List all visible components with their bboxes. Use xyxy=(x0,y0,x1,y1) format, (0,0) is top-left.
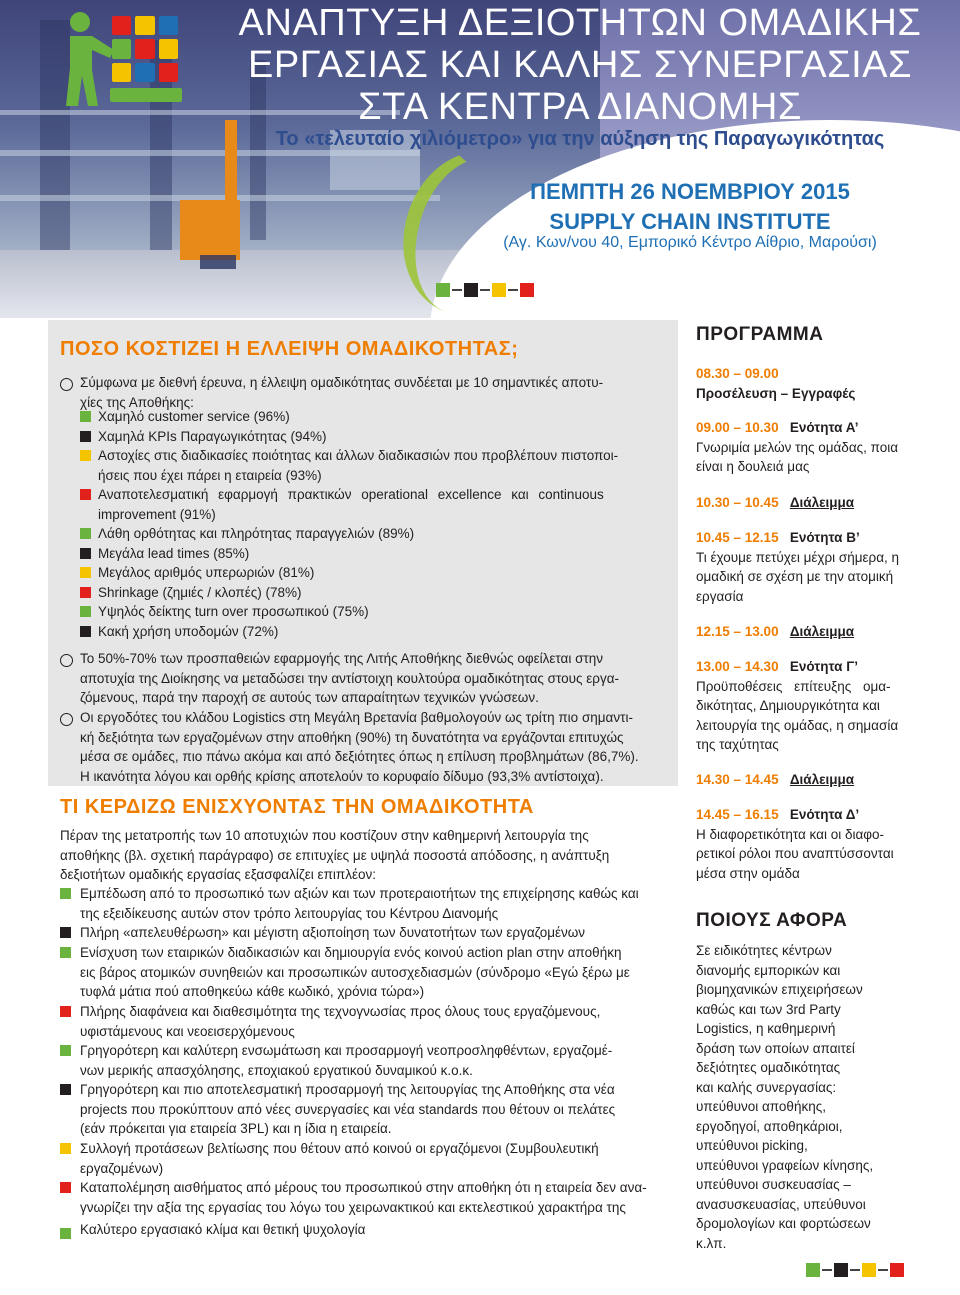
benefit-item: Καλύτερο εργασιακό κλίμα και θετική ψυχολογία xyxy=(80,1222,366,1237)
slot-line: Η διαφορετικότητα και οι διαφο- xyxy=(696,826,885,842)
program-heading: ΠΡΟΓΡΑΜΜΑ xyxy=(696,324,824,345)
slot-time: 14.45 – 16.15 xyxy=(696,807,779,822)
slot-time: 09.00 – 10.30 xyxy=(696,420,779,435)
audience-line: κ.λπ. xyxy=(696,1235,727,1251)
black-square-icon xyxy=(60,1084,71,1095)
slot-line: Γνωριμία μελών της ομάδας, ποια xyxy=(696,439,899,455)
slot-line: Τι έχουμε πετύχει μέχρι σήμερα, η xyxy=(696,549,900,565)
section2-intro xyxy=(60,826,660,885)
slot-label: Ενότητα Α’ xyxy=(789,420,859,435)
benefit-line: υφιστάμενους και νεοεισερχόμενους xyxy=(80,1023,295,1039)
failure-item: Shrinkage (ζημιές / κλοπές) (78%) xyxy=(98,585,302,600)
benefit-line: Γρηγορότερη και καλύτερη ενσωμάτωση και προσαρμογή νεοπροσληφθέντων, εργαζομέ- xyxy=(80,1043,613,1058)
slot-line: είναι η δουλειά μας xyxy=(696,459,810,474)
failure-item: Χαμηλό customer service (96%) xyxy=(98,409,290,424)
failure-item-line: Αναποτελεσματική εφαρμογή πρακτικών operational excellence και continuous xyxy=(98,487,604,502)
slot-label: Διάλειμμα xyxy=(789,495,855,510)
slot-line: λειτουργία της ομάδας, η σημασία xyxy=(696,717,899,733)
circle-bullet-icon xyxy=(60,654,73,667)
program-slot xyxy=(696,528,936,606)
benefit-line: εις βάρος ατομικών συνηθειών και προσωπικών αυτοσχεδιασμών (σύνδρομο «Εγώ ξέρω με xyxy=(80,964,630,980)
title-line: ΣΤΑ ΚΕΝΤΡΑ ΔΙΑΝΟΜΗΣ xyxy=(358,86,802,128)
audience-line: εργοδηγοί, αποθηκάριοι, xyxy=(696,1118,843,1134)
green-square-icon xyxy=(80,528,91,539)
audience-line: καθώς και των 3rd Party xyxy=(696,1001,841,1017)
failure-item-line: ήσεις που έχει πάρει η εταιρεία (93%) xyxy=(98,467,322,483)
slot-line: Προϋποθέσεις επίτευξης ομα- xyxy=(696,678,891,694)
failure-item xyxy=(98,446,660,485)
section2-heading: ΤΙ ΚΕΡΔΙΖΩ ΕΝΙΣΧΥΟΝΤΑΣ ΤΗΝ ΟΜΑΔΙΚΟΤΗΤΑ xyxy=(60,796,534,818)
benefit-line: Πλήρης διαφάνεια και διαθεσιμότητα της τεχνογνωσίας προς όλους τους εργαζόμενους, xyxy=(80,1004,601,1019)
failure-item xyxy=(98,485,660,524)
slot-time: 10.30 – 10.45 xyxy=(696,495,779,510)
benefit-item: Πλήρη «απελευθέρωση» και μέγιστη αξιοποίηση των δυνατοτήτων των εργαζομένων xyxy=(80,925,586,940)
program-slot xyxy=(696,622,936,642)
event-date xyxy=(490,177,890,237)
program-slot xyxy=(696,364,936,403)
audience-line: βιομηχανικών επιχειρήσεων xyxy=(696,982,863,997)
benefit-item xyxy=(80,1041,660,1080)
benefit-line: projects που προκύπτουν από νέες συνεργασίες και νέα standards που θέτουν οι πελάτες xyxy=(80,1101,616,1117)
paragraph-line: μέσα σε ομάδες, πιο πάνω ακόμα και από δεξιότητες όπως η επίλυση προβλημάτων (86,7%). xyxy=(80,749,639,764)
black-square-icon xyxy=(80,548,91,559)
benefit-line: τυφλά μάτια πού αποθηκεύω κάθε κωδικό, χρόνια τώρα») xyxy=(80,984,425,999)
black-square-icon xyxy=(80,431,91,442)
red-square-icon xyxy=(80,489,91,500)
slot-line: εργασία xyxy=(696,588,744,604)
audience-line: και καλής συνεργασίας: xyxy=(696,1079,837,1095)
benefit-line: Ενίσχυση των εταιρικών διαδικασιών και δημιουργία ενός κοινού action plan στην αποθήκη xyxy=(80,945,622,960)
green-square-icon xyxy=(60,1228,71,1239)
benefit-line: γνωρίζει την αξία της εργασίας του λόγω του χειρωνακτικού και εκτελεστικού χαρακτήρα της xyxy=(80,1199,626,1215)
program-slot xyxy=(696,770,936,790)
failure-item: Χαμηλά KPIs Παραγωγικότητας (94%) xyxy=(98,429,327,444)
green-square-icon xyxy=(60,1045,71,1056)
benefit-line: Εμπέδωση από το προσωπικό των αξιών και των προτεραιοτήτων της επιχείρησης καθώς και xyxy=(80,886,639,901)
green-square-icon xyxy=(80,411,91,422)
organizer-name: SUPPLY CHAIN INSTITUTE xyxy=(549,209,831,234)
benefit-item xyxy=(80,1178,660,1217)
slot-line: ομαδική σε σχέση με την ατομική xyxy=(696,569,894,584)
section1-heading: ΠΟΣΟ ΚΟΣΤΙΖΕΙ Η ΕΛΛΕΙΨΗ ΟΜΑΔΙΚΟΤΗΤΑΣ; xyxy=(60,338,519,360)
failure-item: Μεγάλα lead times (85%) xyxy=(98,546,250,561)
circle-bullet-icon xyxy=(60,378,73,391)
section1-intro-line: χίες της Αποθήκης: xyxy=(80,394,194,410)
title-line: ΕΡΓΑΣΙΑΣ ΚΑΙ ΚΑΛΗΣ ΣΥΝΕΡΓΑΣΙΑΣ xyxy=(248,44,912,86)
failure-item: Μεγάλος αριθμός υπερωριών (81%) xyxy=(98,565,315,580)
paragraph-line: κή δεξιότητα των εργαζομένων στην αποθήκη (90%) τη δυνατότητα να εργάζονται επιτυχώς xyxy=(80,729,624,745)
section1-intro-line: Σύμφωνα με διεθνή έρευνα, η έλλειψη ομαδικότητας συνδέεται με 10 σημαντικές αποτυ- xyxy=(80,375,604,390)
benefit-line: Καταπολέμηση αισθήματος από μέρους του προσωπικού στην αποθήκη ότι η εταιρεία δεν ανα- xyxy=(80,1180,647,1195)
benefit-line: Συλλογή προτάσεων βελτίωσης που θέτουν από κοινού οι εργαζόμενοι (Συμβουλευτική xyxy=(80,1141,599,1156)
paragraph-line: αποθήκης (βλ. σχετική παράγραφο) σε επιτυχίες με υψηλά ποσοστά απόδοσης, η ανάπτυξη xyxy=(60,847,610,863)
slot-line: μέσα στην ομάδα xyxy=(696,865,800,881)
footer-color-squares xyxy=(806,1263,904,1277)
logo-icon xyxy=(52,8,182,108)
audience-line: υπεύθυνοι picking, xyxy=(696,1138,808,1153)
program-slot xyxy=(696,493,936,513)
event-venue: (Αγ. Κων/νου 40, Εμπορικό Κέντρο Αίθριο, Μαρούσι) xyxy=(503,234,877,251)
benefit-item xyxy=(80,884,660,923)
black-square-icon xyxy=(60,927,71,938)
paragraph-line: Πέραν της μετατροπής των 10 αποτυχιών που κοστίζουν στην καθημερινή λειτουργία της xyxy=(60,828,589,843)
event-subtitle: Το «τελευταίο χιλιόμετρο» για την αύξηση της Παραγωγικότητας xyxy=(275,128,885,150)
slot-label: Ενότητα Δ’ xyxy=(789,807,860,822)
audience-line: υπεύθυνοι συσκευασίας – xyxy=(696,1177,851,1192)
uk-employers-paragraph xyxy=(80,708,662,786)
benefit-line: εργαζομένων) xyxy=(80,1160,164,1176)
audience-line: Logistics, η καθημερινή xyxy=(696,1021,836,1036)
slot-time: 13.00 – 14.30 xyxy=(696,659,779,674)
program-slot xyxy=(696,657,936,755)
slot-label: Διάλειμμα xyxy=(789,772,855,787)
benefit-line: νων μερικής απασχόλησης, εποχιακού εργατικού δυναμικού κ.ο.κ. xyxy=(80,1062,473,1078)
green-square-icon xyxy=(80,606,91,617)
yellow-square-icon xyxy=(80,567,91,578)
benefit-item xyxy=(80,1002,660,1041)
benefit-line: της εξειδίκευσης αυτών στον τρόπο λειτουργίας του Κέντρου Διανομής xyxy=(80,905,499,921)
benefit-item xyxy=(80,943,660,1002)
audience-line: Σε ειδικότητες κέντρων xyxy=(696,943,832,958)
circle-bullet-icon xyxy=(60,713,73,726)
red-square-icon xyxy=(80,587,91,598)
audience-line: διανομής εμπορικών και xyxy=(696,962,841,978)
slot-label: Ενότητα Γ’ xyxy=(789,659,859,674)
red-square-icon xyxy=(60,1182,71,1193)
audience-line: δράση των οποίων απαιτεί xyxy=(696,1040,855,1056)
paragraph-line: αποτυχία της Διοίκησης να μεταδώσει την αντίστοιχη κουλτούρα ομαδικότητας στους εργα- xyxy=(80,670,620,686)
benefit-line: (εάν πρόκειται για εταιρεία 3PL) και η ίδια η εταιρεία. xyxy=(80,1121,392,1136)
slot-label: Ενότητα Β’ xyxy=(789,530,860,545)
paragraph-line: Η ικανότητα λόγου και ορθής κρίσης αποτελούν το κορυφαίο δίδυμο (93,3% αντίστοιχα). xyxy=(80,768,604,784)
slot-line: δικότητας, Δημιουργικότητα και xyxy=(696,698,880,713)
audience-text xyxy=(696,941,936,1253)
audience-line: δεξιότητες ομαδικότητας xyxy=(696,1060,841,1075)
slot-line: ρετικοί ρόλοι που αναπτύσσονται xyxy=(696,846,894,861)
failure-item: Λάθη ορθότητας και πληρότητας παραγγελιών (89%) xyxy=(98,526,415,541)
green-square-icon xyxy=(60,888,71,899)
title-line: ΑΝΑΠΤΥΞΗ ΔΕΞΙΟΤΗΤΩΝ ΟΜΑΔΙΚΗΣ xyxy=(238,2,922,44)
audience-heading: ΠΟΙΟΥΣ ΑΦΟΡΑ xyxy=(696,910,848,931)
header-banner xyxy=(0,0,960,318)
slot-time: 08.30 – 09.00 xyxy=(696,366,779,381)
green-square-icon xyxy=(60,947,71,958)
slot-line: της ταχύτητας xyxy=(696,737,779,752)
failure-item-line: Αστοχίες στις διαδικασίες ποιότητας και άλλων διαδικασιών που προβλέπουν πιστοποι- xyxy=(98,448,619,463)
slot-line: Προσέλευση – Εγγραφές xyxy=(696,385,856,401)
slot-label: Διάλειμμα xyxy=(789,624,855,639)
paragraph-line: Οι εργοδότες του κλάδου Logistics στη Μεγάλη Βρετανία βαθμολογούν ως τρίτη πιο σημαντι- xyxy=(80,710,633,725)
benefit-item xyxy=(80,1080,660,1139)
event-date-text: ΠΕΜΠΤΗ 26 ΝΟΕΜΒΡΙΟΥ 2015 xyxy=(530,179,850,204)
slot-time: 10.45 – 12.15 xyxy=(696,530,779,545)
slot-time: 14.30 – 14.45 xyxy=(696,772,779,787)
event-title xyxy=(210,2,950,128)
failure-item: Κακή χρήση υποδομών (72%) xyxy=(98,624,279,639)
lean-warehouse-paragraph xyxy=(80,649,662,708)
audience-line: δρομολογίων και φορτώσεων xyxy=(696,1216,871,1231)
red-square-icon xyxy=(60,1006,71,1017)
failure-item-line: improvement (91%) xyxy=(98,506,216,522)
program-slot xyxy=(696,805,936,883)
failure-item: Υψηλός δείκτης turn over προσωπικού (75%) xyxy=(98,604,369,619)
paragraph-line: δεξιοτήτων ομαδικής εργασίας εξασφαλίζει επιπλέον: xyxy=(60,867,376,882)
benefit-item xyxy=(80,1139,660,1178)
slot-time: 12.15 – 13.00 xyxy=(696,624,779,639)
audience-line: υπεύθυνοι γραφείων κίνησης, xyxy=(696,1157,874,1173)
paragraph-line: ζόμενους, παρά την παροχή σε αυτούς των απαραίτητων τεχνικών γνώσεων. xyxy=(80,690,539,705)
black-square-icon xyxy=(80,626,91,637)
yellow-square-icon xyxy=(80,450,91,461)
audience-line: ανασυσκευασίας, υπεύθυνοι xyxy=(696,1196,866,1212)
audience-line: υπεύθυνοι αποθήκης, xyxy=(696,1099,826,1114)
benefit-line: Γρηγορότερη και πιο αποτελεσματική προσαρμογή της λειτουργίας της Αποθήκης στα νέα xyxy=(80,1082,615,1097)
program-slot xyxy=(696,418,936,477)
paragraph-line: Το 50%-70% των προσπαθειών εφαρμογής της Λιτής Αποθήκης διεθνώς οφείλεται στην xyxy=(80,651,604,666)
color-squares xyxy=(436,283,534,297)
yellow-square-icon xyxy=(60,1143,71,1154)
